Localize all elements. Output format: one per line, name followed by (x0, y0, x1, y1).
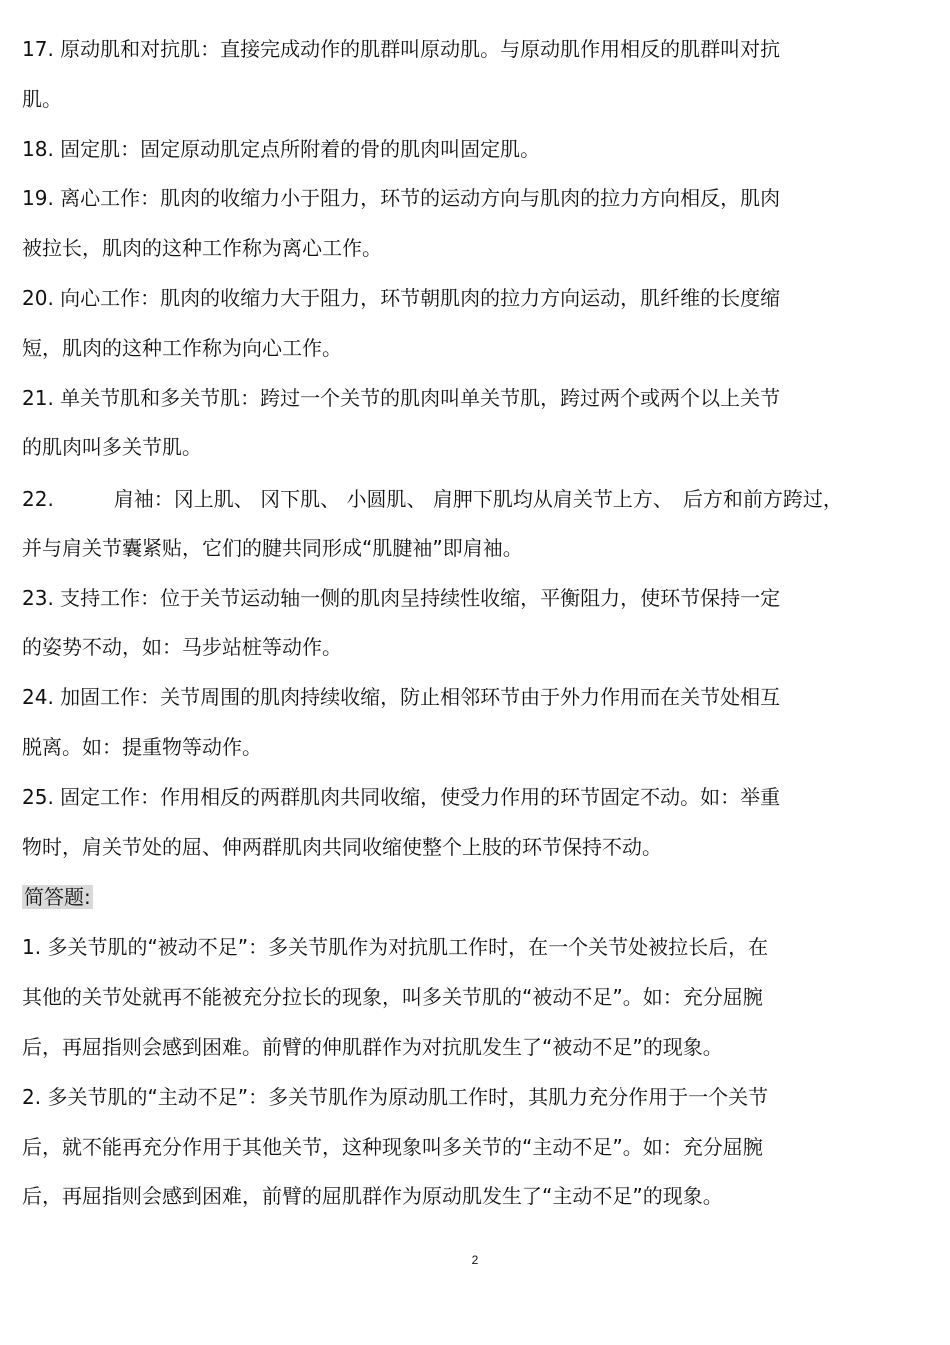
answer-line: 后，就不能再充分作用于其他关节，这种现象叫多关节的“主动不足”。如：充分屈腕 (22, 1135, 763, 1159)
section-heading-row (22, 884, 93, 910)
answer-line: 后，再屈指则会感到困难。前臂的伸肌群作为对抗肌发生了“被动不足”的现象。 (22, 1035, 723, 1059)
answer-line: 2. 多关节肌的“主动不足”：多关节肌作为原动肌工作时，其肌力充分作用于一个关节 (22, 1085, 769, 1109)
page-number: 2 (471, 1253, 479, 1267)
text-line: 21. 单关节肌和多关节肌：跨过一个关节的肌肉叫单关节肌，跨过两个或两个以上关节 (22, 386, 781, 410)
text-line: 被拉长，肌肉的这种工作称为离心工作。 (22, 236, 382, 260)
text-line: 并与肩关节囊紧贴，它们的腱共同形成“肌腱袖”即肩袖。 (22, 536, 523, 560)
text-line: 22. 肩袖：冈上肌、 冈下肌、 小圆肌、 肩胛下肌均从肩关节上方、 后方和前方跨过， (22, 487, 843, 511)
text-line: 物时，肩关节处的屈、伸两群肌肉共同收缩使整个上肢的环节保持不动。 (22, 835, 662, 859)
text-line: 25. 固定工作：作用相反的两群肌肉共同收缩，使受力作用的环节固定不动。如：举重 (22, 785, 781, 809)
text-line: 19. 离心工作：肌肉的收缩力小于阻力，环节的运动方向与肌肉的拉力方向相反，肌肉 (22, 186, 781, 210)
text-line: 24. 加固工作：关节周围的肌肉持续收缩，防止相邻环节由于外力作用而在关节处相互 (22, 685, 781, 709)
text-line: 20. 向心工作：肌肉的收缩力大于阻力，环节朝肌肉的拉力方向运动，肌纤维的长度缩 (22, 286, 781, 310)
answer-line: 其他的关节处就再不能被充分拉长的现象，叫多关节肌的“被动不足”。如：充分屈腕 (22, 985, 763, 1009)
text-line: 23. 支持工作：位于关节运动轴一侧的肌肉呈持续性收缩，平衡阻力，使环节保持一定 (22, 586, 781, 610)
text-line: 18. 固定肌：固定原动肌定点所附着的骨的肌肉叫固定肌。 (22, 137, 541, 161)
text-line: 肌。 (22, 87, 62, 111)
answer-line: 后，再屈指则会感到困难，前臂的屈肌群作为原动肌发生了“主动不足”的现象。 (22, 1184, 723, 1208)
text-line: 短，肌肉的这种工作称为向心工作。 (22, 336, 342, 360)
text-line: 的姿势不动，如：马步站桩等动作。 (22, 635, 342, 659)
text-line: 的肌肉叫多关节肌。 (22, 435, 202, 459)
section-heading: 简答题: (24, 885, 91, 909)
text-line: 脱离。如：提重物等动作。 (22, 735, 262, 759)
answer-line: 1. 多关节肌的“被动不足”：多关节肌作为对抗肌工作时，在一个关节处被拉长后，在 (22, 935, 769, 959)
text-line: 17. 原动肌和对抗肌：直接完成动作的肌群叫原动肌。与原动肌作用相反的肌群叫对抗 (22, 37, 781, 61)
